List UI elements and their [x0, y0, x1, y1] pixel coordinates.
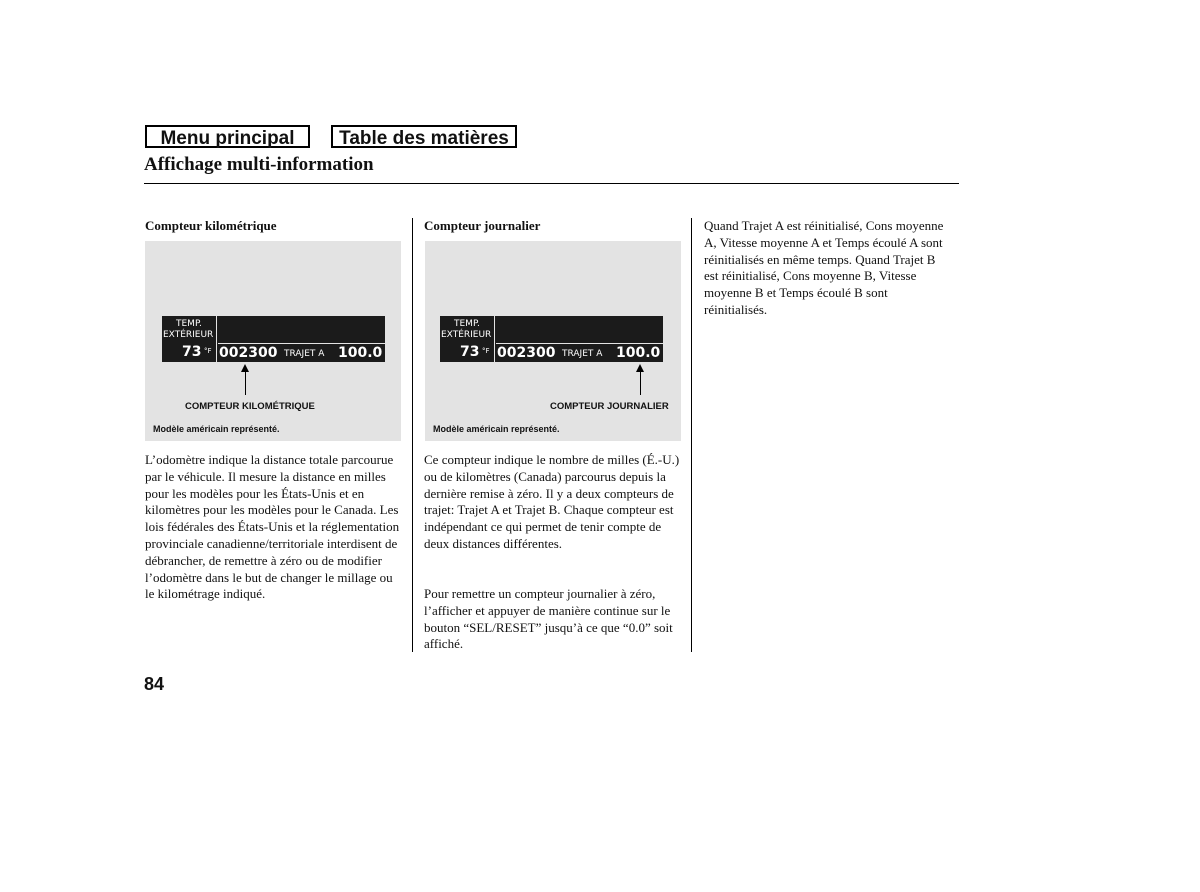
- trip-meter-callout-label: COMPTEUR JOURNALIER: [550, 401, 669, 412]
- display-upper-area: [218, 316, 385, 344]
- temp-label-line2: EXTÉRIEUR: [163, 330, 214, 340]
- trip-meter-paragraph-1: Ce compteur indique le nombre de milles (É.-U.) ou de kilomètres (Canada) parcourus depuis la dernière remise à zéro. Il y a deux compteurs de trajet: Trajet A et Trajet B. Chaque compteur est indépendant ce qui permet de tenir compte de deux distances différentes.: [424, 452, 680, 551]
- trip-label: TRAJET A: [284, 349, 325, 359]
- trip-meter-figure: [425, 241, 681, 441]
- temp-label-line2: EXTÉRIEUR: [441, 330, 492, 340]
- temp-value: 73: [460, 344, 480, 360]
- figure-caption: Modèle américain représenté.: [153, 424, 280, 434]
- trip-label: TRAJET A: [562, 349, 603, 359]
- odometer-value: 002300: [497, 345, 556, 361]
- temp-unit: °F: [204, 347, 212, 355]
- odometer-paragraph: L’odomètre indique la distance totale parcourue par le véhicule. Il mesure la distance en milles pour les modèles pour les États-Unis et en kilomètres pour les modèles pour le Canada. Les lois fédérales des États-Unis et la réglementation provinciale canadienne/territoriale interdisent de débrancher, de remettre à zéro ou de modifier l’odomètre dans le but de changer le millage ou le kilométrage indiqué.: [145, 452, 400, 602]
- callout-arrow-line: [640, 371, 641, 395]
- column-divider-1: [412, 218, 413, 652]
- column-divider-2: [691, 218, 692, 652]
- temp-label-line1: TEMP.: [176, 319, 202, 329]
- temperature-panel: [162, 316, 217, 362]
- odometer-heading: Compteur kilométrique: [145, 218, 277, 233]
- temp-value: 73: [182, 344, 202, 360]
- temperature-panel: [440, 316, 495, 362]
- odometer-display: [162, 316, 385, 362]
- trip-value: 100.0: [616, 345, 661, 361]
- header-rule: [144, 183, 959, 184]
- trip-meter-display: [440, 316, 663, 362]
- display-upper-area: [496, 316, 663, 344]
- trip-value: 100.0: [338, 345, 383, 361]
- trip-reset-paragraph: Quand Trajet A est réinitialisé, Cons moyenne A, Vitesse moyenne A et Temps écoulé A sont réinitialisés en même temps. Quand Trajet B est réinitialisé, Cons moyenne B, Vitesse moyenne B et Temps écoulé B sont réinitialisés.: [704, 218, 944, 317]
- page-number: 84: [144, 674, 165, 694]
- table-of-contents-button[interactable]: Table des matières: [331, 125, 517, 148]
- odometer-value: 002300: [219, 345, 278, 361]
- odometer-callout-label: COMPTEUR KILOMÉTRIQUE: [185, 401, 315, 412]
- odometer-figure: [145, 241, 401, 441]
- callout-arrow-line: [245, 371, 246, 395]
- trip-meter-heading: Compteur journalier: [424, 218, 541, 233]
- temp-unit: °F: [482, 347, 490, 355]
- temp-label-line1: TEMP.: [454, 319, 480, 329]
- figure-caption: Modèle américain représenté.: [433, 424, 560, 434]
- main-menu-button[interactable]: Menu principal: [145, 125, 310, 148]
- section-title: Affichage multi-information: [144, 154, 374, 175]
- trip-meter-paragraph-2: Pour remettre un compteur journalier à zéro, l’afficher et appuyer de manière continue sur le bouton “SEL/RESET” jusqu’à ce que “0.0” soit affiché.: [424, 586, 673, 652]
